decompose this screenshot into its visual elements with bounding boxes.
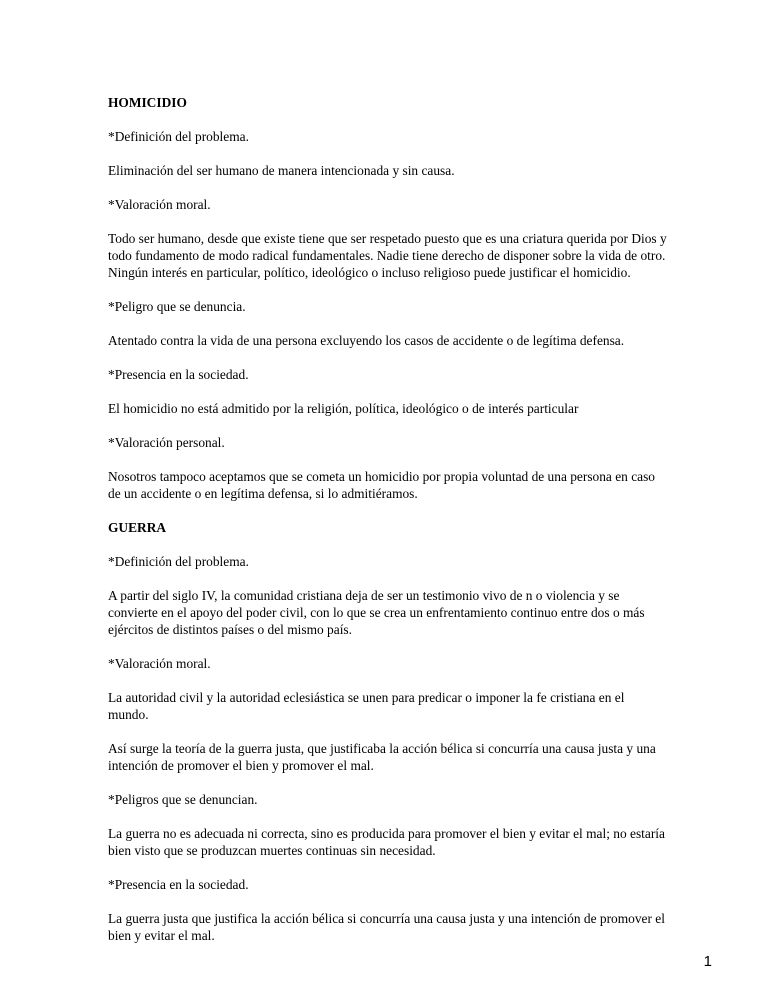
paragraph: Nosotros tampoco aceptamos que se cometa un homicidio por propia voluntad de una persona en caso de un accidente o en legítima defensa, si lo admitiéramos.	[108, 469, 656, 501]
subheading-valoracion-moral: *Valoración moral.	[108, 197, 211, 212]
subheading-definicion: *Definición del problema.	[108, 554, 249, 569]
paragraph: La autoridad civil y la autoridad eclesiástica se unen para predicar o imponer la fe cristiana en el mundo.	[108, 690, 625, 722]
paragraph: Eliminación del ser humano de manera intencionada y sin causa.	[108, 163, 455, 178]
page-number: 1	[703, 953, 712, 970]
paragraph: A partir del siglo IV, la comunidad cristiana deja de ser un testimonio vivo de n o violencia y se convierte en el apoyo del poder civil, con lo que se crea un enfrentamiento continuo entre dos o más ejércitos de distintos países o del mismo país.	[108, 588, 645, 637]
section-heading-homicidio: HOMICIDIO	[108, 95, 187, 110]
paragraph: Atentado contra la vida de una persona excluyendo los casos de accidente o de legítima defensa.	[108, 333, 625, 348]
paragraph: El homicidio no está admitido por la religión, política, ideológico o de interés particular	[108, 401, 579, 416]
subheading-presencia: *Presencia en la sociedad.	[108, 877, 249, 892]
paragraph: La guerra justa que justifica la acción bélica si concurría una causa justa y una intención de promover el bien y evitar el mal.	[108, 911, 665, 943]
subheading-valoracion-moral: *Valoración moral.	[108, 656, 211, 671]
paragraph: La guerra no es adecuada ni correcta, sino es producida para promover el bien y evitar el mal; no estaría bien visto que se produzcan muertes continuas sin necesidad.	[108, 826, 665, 858]
subheading-peligro: *Peligro que se denuncia.	[108, 299, 246, 314]
section-heading-guerra: GUERRA	[108, 520, 167, 535]
paragraph: Así surge la teoría de la guerra justa, que justificaba la acción bélica si concurría una causa justa y una intención de promover el bien y promover el mal.	[108, 741, 656, 773]
subheading-peligros: *Peligros que se denuncian.	[108, 792, 258, 807]
document-body	[108, 94, 668, 961]
subheading-definicion: *Definición del problema.	[108, 129, 249, 144]
paragraph: Todo ser humano, desde que existe tiene que ser respetado puesto que es una criatura querida por Dios y todo fundamento de modo radical fundamentales. Nadie tiene derecho de disponer sobre la vida de otro. Ningún interés en particular, político, ideológico o incluso religioso puede justificar el homicidio.	[108, 231, 667, 280]
subheading-valoracion-personal: *Valoración personal.	[108, 435, 225, 450]
subheading-presencia: *Presencia en la sociedad.	[108, 367, 249, 382]
